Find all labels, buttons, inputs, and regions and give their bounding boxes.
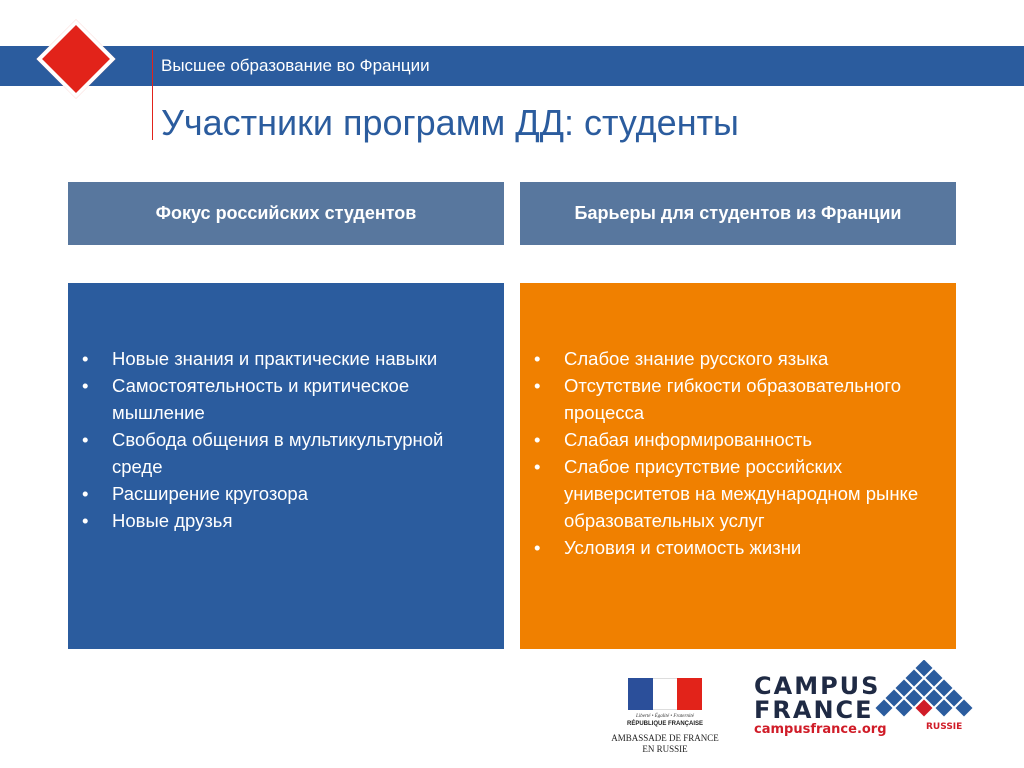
list-item: • Отсутствие гибкости образовательного процесса [534, 372, 936, 426]
red-diamond-logo [36, 19, 115, 98]
campus-france-url: campusfrance.org [754, 722, 887, 737]
bullet-icon: • [534, 429, 541, 450]
column-heading-barriers: Барьеры для студентов из Франции [520, 182, 956, 245]
barriers-list [534, 345, 936, 561]
focus-panel [68, 283, 504, 649]
list-item: • Условия и стоимость жизни [534, 534, 936, 561]
bullet-icon: • [534, 375, 541, 396]
campus-france-wordmark-line1: CAMPUS [754, 672, 881, 700]
list-item: • Слабое присутствие российских университетов на международном рынке образовательных услуг [534, 453, 936, 534]
list-item: • Свобода общения в мультикультурной среде [82, 426, 484, 480]
bullet-icon: • [534, 456, 541, 477]
slide-subtitle: Высшее образование во Франции [161, 56, 430, 75]
title-divider [152, 50, 153, 140]
list-item: • Новые друзья [82, 507, 484, 534]
campus-france-country: RUSSIE [926, 722, 963, 732]
barriers-panel [520, 283, 956, 649]
embassy-caption: AMBASSADE DE FRANCE EN RUSSIE [611, 733, 719, 754]
page-title: Участники программ ДД: студенты [161, 102, 739, 143]
column-heading-focus: Фокус российских студентов [68, 182, 504, 245]
bullet-icon: • [82, 510, 89, 531]
list-item: • Слабое знание русского языка [534, 345, 936, 372]
campus-france-pyramid-icon [870, 660, 978, 724]
french-flag-icon [628, 678, 702, 710]
list-item: • Новые знания и практические навыки [82, 345, 484, 372]
list-item: • Расширение кругозора [82, 480, 484, 507]
header-band [0, 46, 1024, 86]
list-item: • Самостоятельность и критическое мышление [82, 372, 484, 426]
republique-motto: Liberté • Égalité • Fraternité [636, 714, 694, 719]
list-item: • Слабая информированность [534, 426, 936, 453]
republique-name: RÉPUBLIQUE FRANÇAISE [626, 721, 703, 727]
focus-list [82, 345, 484, 534]
bullet-icon: • [82, 348, 89, 369]
bullet-icon: • [82, 483, 89, 504]
bullet-icon: • [82, 429, 89, 450]
bullet-icon: • [82, 375, 89, 396]
bullet-icon: • [534, 348, 541, 369]
campus-france-logo [750, 660, 980, 740]
campus-france-wordmark-line2: FRANCE [754, 696, 874, 724]
bullet-icon: • [534, 537, 541, 558]
